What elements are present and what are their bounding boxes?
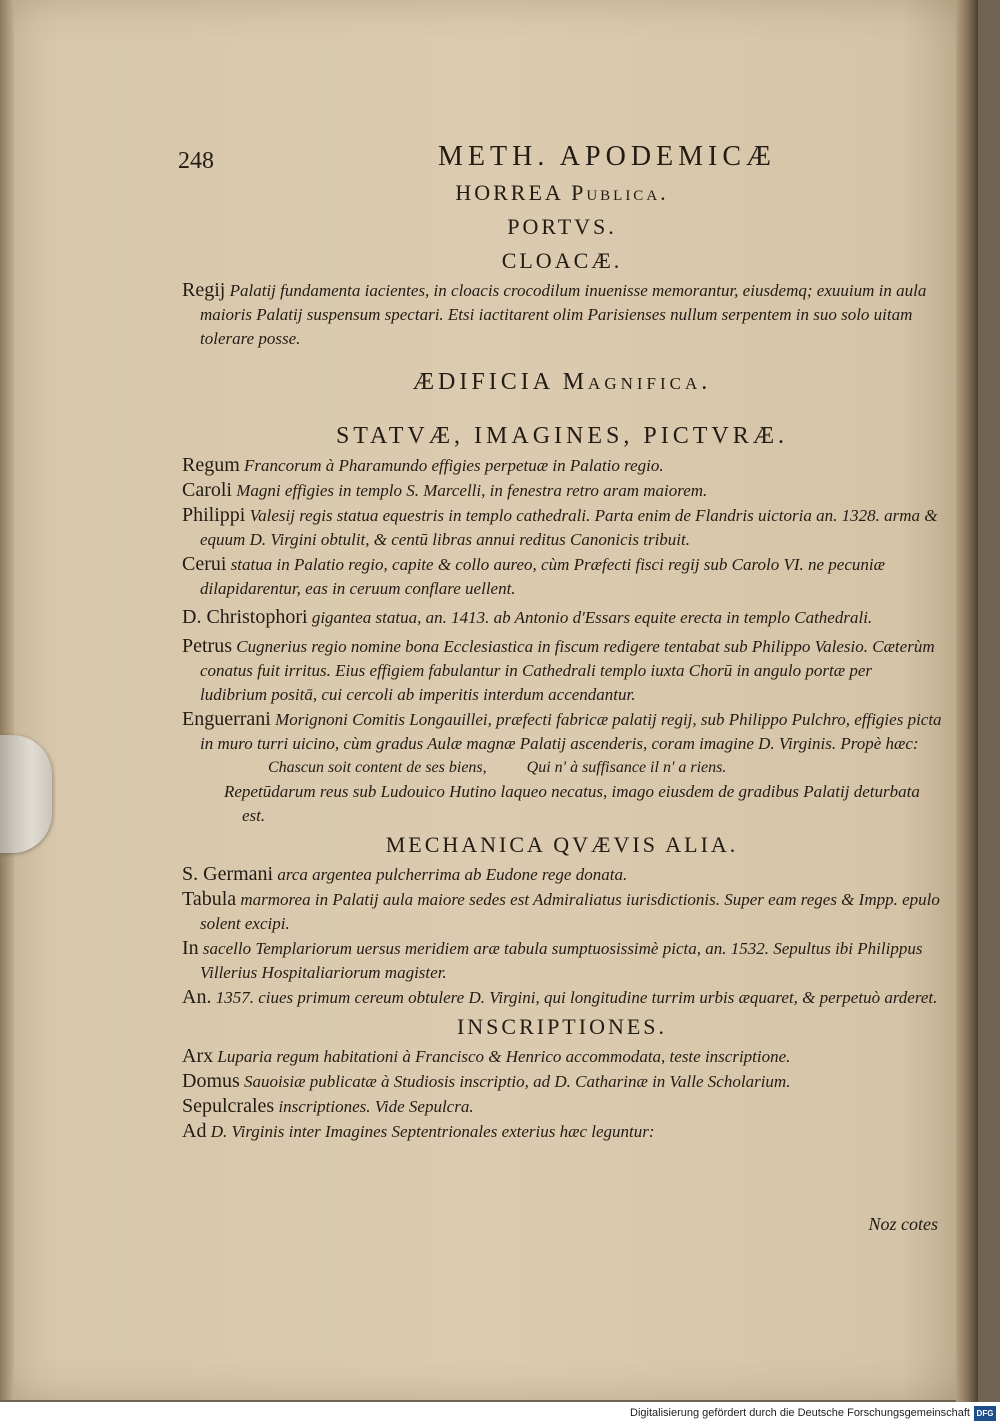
paragraph-item: Caroli Magni effigies in templo S. Marcelli, in fenestra retro aram maiorem. <box>182 479 708 501</box>
paragraph-item: Domus Sauoisiæ publicatæ à Studiosis inscriptio, ad D. Catharinæ in Valle Scholarium. <box>182 1070 791 1092</box>
page-text <box>178 138 942 1144</box>
paragraph-item: In sacello Templariorum uersus meridiem aræ tabula sumptuosissimè picta, an. 1532. Sepultus ibi Philippus Villerius Hospitaliariorum magister. <box>182 937 923 982</box>
paragraph-item: Tabula marmorea in Palatij aula maiore sedes est Admiraliatus iurisdictionis. Super eam reges & Impp. epulo solent excipi. <box>182 888 940 933</box>
paragraph-repetundarum: Repetūdarum reus sub Ludouico Hutino laqueo necatus, imago eiusdem de gradibus Palatij deturbata est. <box>224 782 920 825</box>
heading-aedificia: ÆDIFICIA Magnifica. <box>412 369 712 395</box>
heading-inscriptiones: INSCRIPTIONES. <box>456 1014 668 1039</box>
heading-mechanica: MECHANICA QVÆVIS ALIA. <box>385 832 739 857</box>
paragraph-item: An. 1357. ciues primum cereum obtulere D. Virgini, qui longitudine turrim urbis æquaret, & perpetuò arderet. <box>182 986 938 1008</box>
page-number: 248 <box>178 148 214 174</box>
catchword: Noz cotes <box>868 1214 938 1234</box>
heading-cloacae: CLOACÆ. <box>501 248 623 273</box>
paragraph-item: Enguerrani Morignoni Comitis Longauillei, præfecti fabricæ palatij regij, sub Philippo Pulchro, effigies picta in muro turri uicino, cùm gradus Aulæ magnæ Palatij ascenderis, coram imagine D. Virginis. Propè hæc: <box>182 708 942 753</box>
page-gutter <box>0 0 14 1400</box>
paragraph-item: Cerui statua in Palatio regio, capite & collo aureo, cùm Præfecti fisci regij sub Carolo VI. ne pecuniæ dilapidarentur, eas in ceruum conflare uellent. <box>182 553 885 598</box>
digitization-footer <box>0 1402 1000 1426</box>
page-edge <box>956 0 978 1410</box>
paragraph-item: Petrus Cugnerius regio nomine bona Ecclesiastica in fiscum redigere tentabat sub Philippo Valesio. Cæterùm conatus fuit irritus. Eius effigiem fabulantur in Cathedrali templo iuxta Chorū in angulo portæ per ludibrium positā, cui cercoli ab imperitis interdum accendantur. <box>182 635 935 704</box>
paragraph-item: S. Germani arca argentea pulcherrima ab Eudone rege donata. <box>182 863 628 885</box>
page-clip <box>0 735 52 853</box>
heading-horrea: HORREA Publica. <box>455 180 669 205</box>
paragraph-item: Sepulcrales inscriptiones. Vide Sepulcra. <box>182 1095 474 1117</box>
paragraph-item: Arx Luparia regum habitationi à Francisco & Henrico accommodata, teste inscriptione. <box>182 1045 791 1067</box>
heading-statuae: STATVÆ, IMAGINES, PICTVRÆ. <box>335 423 789 449</box>
paragraph-cloacae: Regij Palatij fundamenta iacientes, in cloacis crocodilum inuenisse memorantur, eiusdemq; exuuium in aula maioris Palatij suspensum spectari. Etsi iactitarent olim Parisienses nullum serpentem in suo solo uitam tolerare posse. <box>182 279 927 348</box>
dfg-logo: DFG <box>974 1406 996 1421</box>
french-verse: Chascun soit content de ses biens, Qui n' à suffisance il n' a riens. <box>268 759 727 776</box>
heading-portus: PORTVS. <box>507 214 617 239</box>
running-head: METH. APODEMICÆ <box>438 141 776 172</box>
footer-credit: Digitalisierung gefördert durch die Deutsche Forschungsgemeinschaft <box>630 1407 970 1419</box>
paragraph-item: D. Christophori gigantea statua, an. 1413. ab Antonio d'Essars equite erecta in templo Cathedrali. <box>182 606 873 628</box>
paragraph-item: Regum Francorum à Pharamundo effigies perpetuæ in Palatio regio. <box>182 454 664 476</box>
paragraph-item: Ad D. Virginis inter Imagines Septentrionales exterius hæc leguntur: <box>182 1120 655 1142</box>
paragraph-item: Philippi Valesij regis statua equestris in templo cathedrali. Parta enim de Flandris uictoria an. 1328. arma & equum D. Virgini obtulit, & centū libras annui reditus Canonicis tribuit. <box>182 504 938 549</box>
